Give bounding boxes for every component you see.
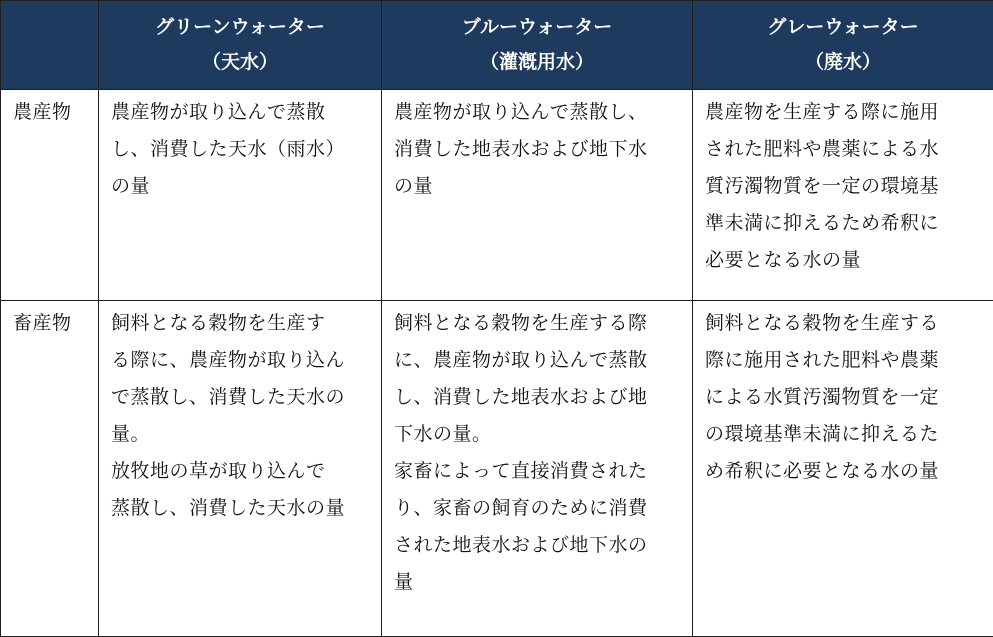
- table-row-crops: [1, 90, 993, 301]
- cell-crops-green: [99, 90, 382, 301]
- cell-line: 飼料となる穀物を生産す: [111, 305, 369, 342]
- cell-line: 消費した地表水および地下水: [394, 131, 680, 168]
- header-blue-water: [382, 1, 693, 90]
- cell-line: 量: [394, 564, 680, 601]
- cell-line: 農産物を生産する際に施用: [705, 94, 981, 131]
- cell-line: に、農産物が取り込んで蒸散: [394, 342, 680, 379]
- cell-line: し、消費した地表水および地: [394, 379, 680, 416]
- header-green-title: グリーンウォーター: [103, 10, 377, 45]
- table-row-livestock: [1, 301, 993, 637]
- cell-line: め希釈に必要となる水の量: [705, 453, 981, 490]
- header-green-subtitle: （天水）: [103, 45, 377, 80]
- cell-line: による水質汚濁物質を一定: [705, 379, 981, 416]
- header-row: [1, 1, 993, 90]
- cell-line: り、家畜の飼育のために消費: [394, 490, 680, 527]
- row-label-text: 畜産物: [13, 305, 86, 342]
- header-blue-title: ブルーウォーター: [386, 10, 688, 45]
- cell-line: 家畜によって直接消費された: [394, 453, 680, 490]
- cell-line: 必要となる水の量: [705, 242, 981, 279]
- cell-line: 蒸散し、消費した天水の量: [111, 490, 369, 527]
- row-label-text: 農産物: [13, 94, 86, 131]
- header-grey-water: [693, 1, 993, 90]
- header-grey-subtitle: （廃水）: [697, 45, 989, 80]
- cell-crops-blue: [382, 90, 693, 301]
- cell-line: 準未満に抑えるため希釈に: [705, 205, 981, 242]
- cell-line: の環境基準未満に抑えるた: [705, 416, 981, 453]
- cell-livestock-grey: [693, 301, 993, 637]
- cell-line: 飼料となる穀物を生産する: [705, 305, 981, 342]
- row-label-crops: [1, 90, 99, 301]
- header-empty-cell: [1, 1, 99, 90]
- header-blue-subtitle: （灌漑用水）: [386, 45, 688, 80]
- cell-line: 下水の量。: [394, 416, 680, 453]
- cell-line: で蒸散し、消費した天水の: [111, 379, 369, 416]
- header-grey-title: グレーウォーター: [697, 10, 989, 45]
- cell-line: 農産物が取り込んで蒸散: [111, 94, 369, 131]
- cell-line: 飼料となる穀物を生産する際: [394, 305, 680, 342]
- cell-line: の量: [394, 168, 680, 205]
- header-green-water: [99, 1, 382, 90]
- cell-line: る際に、農産物が取り込ん: [111, 342, 369, 379]
- cell-line: 量。: [111, 416, 369, 453]
- cell-crops-grey: [693, 90, 993, 301]
- cell-line: された肥料や農薬による水: [705, 131, 981, 168]
- cell-line: 際に施用された肥料や農薬: [705, 342, 981, 379]
- cell-line: された地表水および地下水の: [394, 527, 680, 564]
- cell-line: の量: [111, 168, 369, 205]
- cell-line: 農産物が取り込んで蒸散し、: [394, 94, 680, 131]
- row-label-livestock: [1, 301, 99, 637]
- cell-livestock-green: [99, 301, 382, 637]
- cell-line: し、消費した天水（雨水）: [111, 131, 369, 168]
- cell-livestock-blue: [382, 301, 693, 637]
- cell-line: 質汚濁物質を一定の環境基: [705, 168, 981, 205]
- cell-line: 放牧地の草が取り込んで: [111, 453, 369, 490]
